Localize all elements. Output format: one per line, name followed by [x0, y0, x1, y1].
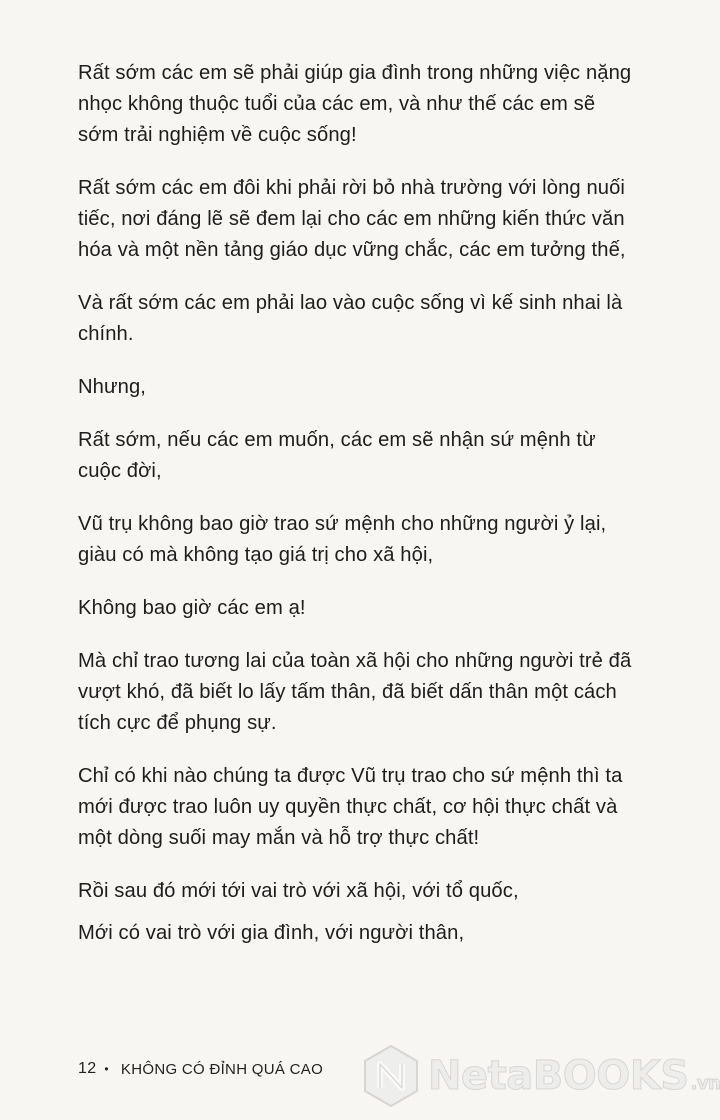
paragraph: Mà chỉ trao tương lai của toàn xã hội cho những người trẻ đã vượt khó, đã biết lo lấy tấm thân, đã biết dấn thân một cách tích cực để phụng sự. [78, 650, 632, 734]
watermark-brand: NetaBOOKS [428, 1053, 689, 1099]
page-number: 12 [78, 1060, 97, 1077]
page-footer [78, 1060, 323, 1078]
paragraph: Và rất sớm các em phải lao vào cuộc sống vì kế sinh nhai là chính. [78, 292, 623, 345]
paragraph: Rất sớm các em đôi khi phải rời bỏ nhà trường với lòng nuối tiếc, nơi đáng lẽ sẽ đem lại cho các em những kiến thức văn hóa và một nền tảng giáo dục vững chắc, các em tưởng thế, [78, 177, 626, 261]
paragraph: Nhưng, [78, 376, 146, 398]
footer-separator: • [104, 1062, 109, 1076]
netabooks-logo-icon [362, 1044, 420, 1108]
paragraph: Vũ trụ không bao giờ trao sứ mệnh cho những người ỷ lại, giàu có mà không tạo giá trị cho xã hội, [78, 513, 607, 566]
paragraph: Chỉ có khi nào chúng ta được Vũ trụ trao cho sứ mệnh thì ta mới được trao luôn uy quyền thực chất, cơ hội thực chất và một dòng suối may mắn và hỗ trợ thực chất! [78, 765, 623, 849]
watermark [362, 1044, 720, 1108]
paragraph: Không bao giờ các em ạ! [78, 597, 306, 619]
running-title: KHÔNG CÓ ĐỈNH QUÁ CAO [120, 1060, 324, 1078]
watermark-suffix: .vn [690, 1072, 720, 1094]
paragraph: Rồi sau đó mới tới vai trò với xã hội, với tổ quốc, [78, 880, 519, 902]
paragraph: Mới có vai trò với gia đình, với người thân, [78, 922, 465, 944]
paragraph: Rất sớm, nếu các em muốn, các em sẽ nhận sứ mệnh từ cuộc đời, [78, 429, 596, 482]
paragraph: Rất sớm các em sẽ phải giúp gia đình trong những việc nặng nhọc không thuộc tuổi của các em, và như thế các em sẽ sớm trải nghiệm về cuộc sống! [78, 62, 632, 146]
body-text [78, 58, 638, 971]
